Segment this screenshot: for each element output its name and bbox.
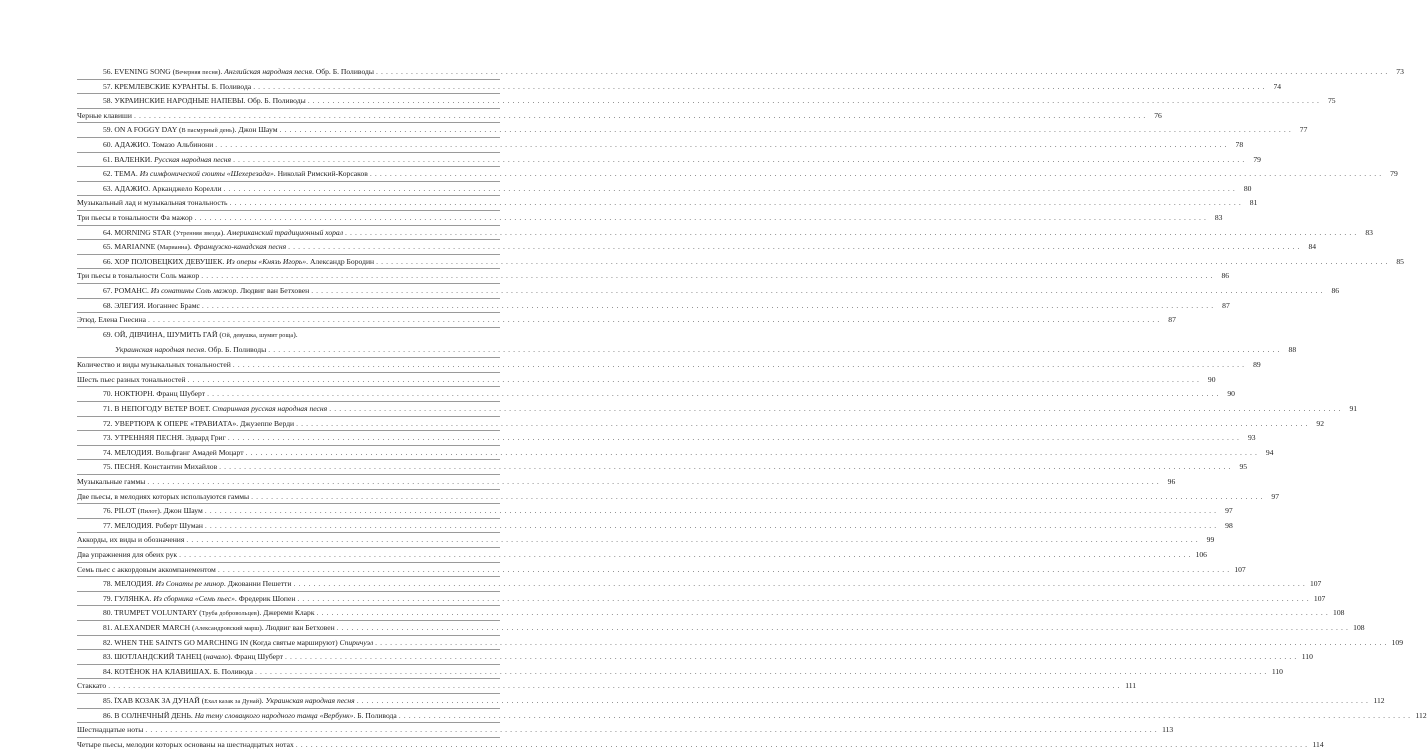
toc-title-part: . Александр Бородин [306,256,375,266]
dot-leader [337,621,1349,636]
toc-section-entry[interactable] [77,373,1216,388]
page-number: 113 [1162,725,1174,735]
page-number: 96 [1167,477,1176,487]
toc-title-part: Из Сонаты ре минор [155,579,224,589]
toc-piece-entry[interactable] [77,460,1248,475]
toc-title-part: . Людвиг ван Бетховен [236,285,310,295]
dot-leader [280,123,1292,138]
toc-title-part: ). [293,329,298,339]
toc-title-part: Спиричуэл [339,637,374,647]
dot-leader [251,490,1263,505]
toc-section-entry[interactable] [77,313,1176,328]
toc-entry-title [77,358,231,373]
dot-leader [108,679,1120,694]
toc-title-part: Украинская народная песня [265,695,355,705]
toc-title-part: 71. В НЕПОГОДУ ВЕТЕР ВОЕТ. [103,404,213,414]
toc-title-part: 65. MARIANNE ( [103,242,160,252]
toc-title-part: Утренняя звезда [175,229,221,237]
toc-entry-title [103,226,343,242]
toc-piece-entry[interactable] [77,387,1235,402]
toc-entry-title [103,519,203,534]
toc-entry-title [103,709,397,724]
toc-title-part: Количество и виды музыкальных тональностей [77,360,231,370]
dot-leader [215,138,1227,153]
page-number: 106 [1195,550,1207,559]
dot-leader [188,373,1200,388]
toc-entry-title [103,123,278,139]
toc-entry-title [77,490,249,505]
toc-entry-title [77,738,294,752]
toc-title-part: Вечерняя песня [175,69,218,76]
page-number: 90 [1227,389,1235,399]
dot-leader [195,211,1207,226]
toc-piece-entry[interactable] [77,606,1345,621]
toc-title-part: Аккорды, их виды и обозначения [77,535,185,545]
toc-title-part: ). [220,227,227,237]
page-number: 92 [1316,418,1324,428]
toc-entry-title [103,402,327,417]
toc-title-part: Семь пьес с аккордовым аккомпанементом [77,564,216,574]
page-number: 84 [1308,242,1317,252]
dot-leader [233,153,1245,168]
toc-piece-entry[interactable] [77,402,1358,417]
page-number: 90 [1207,374,1216,384]
toc-title-part: Этюд. Елена Гнесина [77,315,147,325]
page-number: 112 [1373,695,1385,705]
toc-entry-title [103,636,373,651]
toc-entry-title [103,299,200,314]
toc-title-part: Труба добровольцев [201,610,257,618]
toc-title-part: Русская народная песня [154,154,232,164]
toc-entry-title [77,211,193,226]
page-number: 107 [1309,579,1322,589]
toc-section-entry[interactable] [77,475,1176,490]
toc-title-part: ). [259,695,266,705]
toc-section-entry[interactable] [77,211,1223,226]
toc-title-part: Три пьесы в тональности Соль мажор [77,271,200,281]
dot-leader [311,284,1323,299]
page-number: 97 [1225,506,1233,516]
toc-piece-entry[interactable] [77,636,1404,651]
toc-title-part: ). [187,242,194,252]
page-number: 75 [1327,96,1336,106]
toc-title-part: Два упражнения для обеих рук [77,550,178,559]
toc-title-part: . Николай Римский-Корсаков [273,169,368,179]
toc-piece-entry[interactable] [77,431,1256,446]
toc-piece-entry[interactable] [77,694,1385,709]
toc-entry-title [103,446,244,461]
dot-leader [296,738,1308,752]
toc-piece-entry[interactable] [77,621,1365,636]
page-number: 87 [1222,300,1230,310]
dot-leader [376,255,1388,270]
toc-entry-title [77,109,132,124]
toc-piece-entry[interactable] [77,665,1283,680]
toc-title-part: Четыре пьесы, мелодии которых основаны на шестнадцатых нотах [77,739,294,749]
dot-leader [205,519,1217,534]
toc-title-part: Стаккато [77,681,107,691]
page-number: 91 [1349,404,1358,414]
page-number: 77 [1299,125,1308,135]
toc-section-entry[interactable] [77,358,1261,373]
toc-entry-title [77,269,199,284]
toc-title-part: 77. МЕЛОДИЯ. Роберт Шуман [103,520,203,530]
toc-title-part: 76. PILOT ( [103,506,141,516]
dot-leader [205,504,1217,519]
page-number: 73 [1396,67,1404,76]
toc-title-part: На тему словацкого народного танца «Вербунк» [194,710,354,720]
toc-title-part: 84. КОТЁНОК НА КЛАВИШАХ. Б. Поливода [103,666,254,676]
toc-section-entry[interactable] [77,723,1174,738]
dot-leader [148,313,1160,328]
toc-entry-title [103,153,231,168]
toc-piece-entry[interactable] [77,167,1398,182]
toc-piece-entry[interactable] [77,153,1261,168]
dot-leader [399,709,1411,724]
page-number: 93 [1247,433,1256,443]
dot-leader [218,563,1230,578]
toc-piece-entry[interactable] [77,284,1340,299]
page-number: 83 [1365,227,1373,237]
toc-piece-entry[interactable] [77,138,1244,153]
toc-title-part: Французско-канадская песня [193,242,287,252]
toc-entry-title [103,240,286,256]
toc-entry-title [115,342,266,358]
toc-title-part: Американский традиционный хорал [226,227,344,237]
toc-entry-title [103,255,374,270]
dot-leader [147,475,1159,490]
toc-title-part: Музыкальные гаммы [77,477,146,487]
page-number: 86 [1331,285,1340,295]
page-number: 97 [1271,491,1280,501]
page-number: 110 [1301,652,1313,662]
page-number: 94 [1265,447,1274,457]
dot-leader [186,533,1198,548]
toc-title-part: 75. ПЕСНЯ. Константин Михайлов [103,462,218,472]
toc-title-part: 59. ON A FOGGY DAY ( [103,125,182,135]
toc-title-part: 72. УВЕРТЮРА К ОПЕРЕ «ТРАВИАТА». Джузеппе Верди [103,418,295,428]
toc-piece-entry[interactable] [77,240,1317,255]
page-number: 109 [1391,637,1404,647]
toc-piece-entry[interactable] [77,255,1404,270]
toc-title-part: Две пьесы, в мелодиях которых используются гаммы [77,491,250,501]
page-number: 108 [1333,608,1345,618]
toc-title-part: Пилот [140,508,158,516]
toc-entry-title [103,138,213,153]
toc-entry-title [77,548,177,563]
dot-leader [202,299,1214,314]
toc-title-part: 78. МЕЛОДИЯ. [103,579,156,589]
toc-title-part: 64. MORNING STAR ( [103,227,176,237]
dot-leader [253,80,1265,95]
toc-title-part: . Фредерик Шопен [234,593,296,603]
toc-piece-entry[interactable] [77,80,1282,95]
toc-piece-entry[interactable] [77,519,1233,534]
dot-leader [219,460,1231,475]
toc-title-part: Шестнадцатые ноты [77,725,144,735]
dot-leader [228,431,1240,446]
toc-title-part: 70. НОКТЮРН. Франц Шуберт [103,389,206,399]
toc-title-part: Три пьесы в тональности Фа мажор [77,212,193,222]
toc-title-part: Марианна [159,244,188,252]
page-number: 76 [1154,110,1162,120]
toc-piece-entry[interactable] [77,709,1427,724]
toc-piece-entry[interactable] [77,65,1404,80]
toc-title-part: В пасмурный день [181,127,233,135]
toc-entry-title [103,80,251,95]
dot-leader [134,109,1146,124]
dot-leader [268,342,1280,358]
toc-entry-title [103,182,222,197]
dot-leader [293,577,1305,592]
toc-title-part: 68. ЭЛЕГИЯ. Иоганнес Брамс [103,300,200,310]
toc-title-part: 73. УТРЕННЯЯ ПЕСНЯ. Эдвард Григ [103,433,226,443]
toc-title-part: Из оперы «Князь Игорь» [226,256,307,266]
toc-section-entry[interactable] [77,548,1207,563]
toc-entry-title [103,606,315,622]
toc-entry-title [103,694,355,710]
toc-title-part: Английская народная песня [224,67,312,76]
toc-entry-title [103,328,298,344]
dot-leader [345,226,1357,241]
toc-section-entry[interactable] [77,490,1280,505]
dot-leader [297,592,1309,607]
toc-title-part: ). Франц Шуберт [227,652,283,662]
page-number: 114 [1312,739,1324,749]
dot-leader [246,446,1258,461]
toc-title-part: 83. ШОТЛАНДСКИЙ ТАНЕЦ ( [103,652,206,662]
toc-title-part: 85. ЇХАВ КОЗАК ЗА ДУНАЙ ( [103,695,205,705]
page-number: 83 [1214,212,1223,222]
toc-title-part: . Обр. Б. Поливоды [311,67,374,76]
toc-entry-title [77,533,184,548]
dot-leader [296,417,1308,432]
toc-title-part: Из сборника «Семь пьес» [153,593,235,603]
toc-section-entry[interactable] [77,738,1324,752]
dot-leader [207,387,1219,402]
page-number: 78 [1235,139,1244,149]
toc-title-part: 61. ВАЛЕНКИ. [103,154,155,164]
page-number: 86 [1221,271,1230,281]
toc-entry-title [103,621,335,637]
page-number: 79 [1390,169,1398,179]
dot-leader [233,358,1245,373]
toc-entry-title [77,679,106,694]
page-number: 98 [1225,520,1233,530]
toc-title-part: Из сонатины Соль мажор [150,285,237,295]
page-number: 88 [1288,345,1297,355]
toc-title-part: . Обр. Б. Поливоды [204,345,267,355]
page-number: 89 [1253,360,1261,370]
table-of-contents [77,65,1427,752]
toc-entry-title [77,563,216,578]
toc-title-part: Шесть пьес разных тональностей [77,374,186,384]
toc-title-part: 79. ГУЛЯНКА. [103,593,154,603]
toc-title-part: ). Джереми Кларк [256,608,315,618]
toc-piece-entry[interactable] [77,417,1324,432]
toc-title-part: Из симфонической сюиты «Шехерезада» [139,169,274,179]
toc-entry-title [77,313,146,328]
toc-entry-title [103,665,253,680]
page-number: 112 [1415,710,1427,720]
dot-leader [308,94,1320,109]
page-number: 74 [1273,81,1282,91]
toc-title-part: ). Джон Шаум [157,506,203,516]
toc-title-part: 86. В СОЛНЕЧНЫЙ ДЕНЬ. [103,710,195,720]
toc-title-part: 62. ТЕМА. [103,169,140,179]
toc-section-entry[interactable] [77,196,1258,211]
dot-leader [285,650,1297,665]
toc-entry-title [103,167,368,182]
toc-entry-title [103,387,205,402]
toc-entry-title [103,431,226,446]
toc-title-part: 67. РОМАНС. [103,285,151,295]
toc-title-part: 58. УКРАИНСКИЕ НАРОДНЫЕ НАПЕВЫ. Обр. Б. Поливоды [103,96,306,106]
dot-leader [329,402,1341,417]
dot-leader [317,606,1329,621]
dot-leader [179,548,1191,563]
toc-title-part: Старинная русская народная песня [212,404,328,414]
page-number: 80 [1243,183,1252,193]
dot-leader [255,665,1267,680]
toc-entry-title [103,460,217,475]
toc-section-entry[interactable] [77,563,1246,578]
toc-piece-entry[interactable] [77,650,1313,665]
page-number: 99 [1206,535,1215,545]
toc-piece-entry[interactable] [77,182,1252,197]
toc-title-part: ). Людвиг ван Бетховен [259,622,335,632]
toc-title-part: 60. АДАЖИО. Томазо Альбинони [103,139,214,149]
page-number: 79 [1253,154,1261,164]
dot-leader [370,167,1382,182]
page-number: 95 [1239,462,1248,472]
toc-title-part: Ехал казак за Дунай [204,697,260,705]
toc-piece-entry[interactable] [77,504,1233,519]
toc-entry-title [103,650,283,665]
toc-entry-title [77,373,186,388]
toc-piece-entry[interactable] [77,299,1230,314]
toc-title-part: начало [205,652,228,662]
toc-entry-title [77,196,228,211]
toc-entry-title [103,284,309,299]
toc-piece-entry[interactable] [77,577,1322,592]
toc-title-part: 57. КРЕМЛЕВСКИЕ КУРАНТЫ. Б. Поливода [103,81,252,91]
page-number: 107 [1313,593,1326,603]
toc-title-part: Александровский марш [194,624,260,632]
toc-title-part: 80. TRUMPET VOLUNTARY ( [103,608,202,618]
toc-title-part: . Б. Поливода [353,710,397,720]
toc-title-part: ). Джон Шаум [232,125,278,135]
toc-title-part: . Джованни Пешетти [223,579,292,589]
dot-leader [230,196,1242,211]
toc-title-part: Украинская народная песня [115,345,205,355]
toc-piece-entry[interactable] [77,342,1297,358]
toc-title-part: 81. ALEXANDER MARCH ( [103,622,195,632]
toc-title-part: 82. WHEN THE SAINTS GO MARCHING IN (Когда святые маршируют) [103,637,340,647]
toc-entry-title [77,723,143,738]
toc-piece-entry[interactable] [77,94,1336,109]
toc-entry-title [103,504,203,520]
toc-piece-entry[interactable] [77,226,1373,241]
dot-leader [201,269,1213,284]
toc-section-entry[interactable] [77,679,1137,694]
toc-section-entry[interactable] [77,109,1162,124]
toc-title-part: Черные клавиши [77,110,132,120]
toc-title-part: 74. МЕЛОДИЯ. Вольфганг Амадей Моцарт [103,447,244,457]
toc-entry-title [103,94,306,109]
toc-entry-title [77,475,145,490]
page-number: 85 [1396,256,1404,266]
toc-piece-entry[interactable] [77,592,1326,607]
toc-entry-title [103,577,291,592]
toc-entry-title [103,417,294,432]
toc-entry-title [103,65,374,81]
dot-leader [375,636,1387,651]
dot-leader [376,65,1388,80]
toc-piece-entry[interactable] [77,328,500,343]
page-number: 81 [1249,198,1258,208]
toc-title-part: 69. ОЙ, ДІВЧИНА, ШУМИТЬ ГАЙ ( [103,329,222,339]
page-number: 110 [1271,666,1283,676]
dot-leader [357,694,1369,709]
toc-section-entry[interactable] [77,269,1230,284]
toc-title-part: ). [217,67,225,76]
page-number: 87 [1168,315,1176,325]
toc-section-entry[interactable] [77,533,1215,548]
toc-title-part: Ой, девушка, шумит роща [221,331,294,339]
page-number: 107 [1234,564,1246,574]
toc-title-part: 63. АДАЖИО. Арканджело Корелли [103,183,222,193]
toc-piece-entry[interactable] [77,123,1308,138]
toc-piece-entry[interactable] [77,446,1274,461]
dot-leader [224,182,1236,197]
page-number: 108 [1353,622,1365,632]
toc-entry-title [103,592,295,607]
toc-title-part: 66. ХОР ПОЛОВЕЦКИХ ДЕВУШЕК. [103,256,227,266]
page-number: 111 [1125,681,1137,691]
toc-title-part: Музыкальный лад и музыкальная тональность [77,198,228,208]
toc-title-part: 56. EVENING SONG ( [103,67,176,76]
dot-leader [145,723,1157,738]
dot-leader [288,240,1300,255]
